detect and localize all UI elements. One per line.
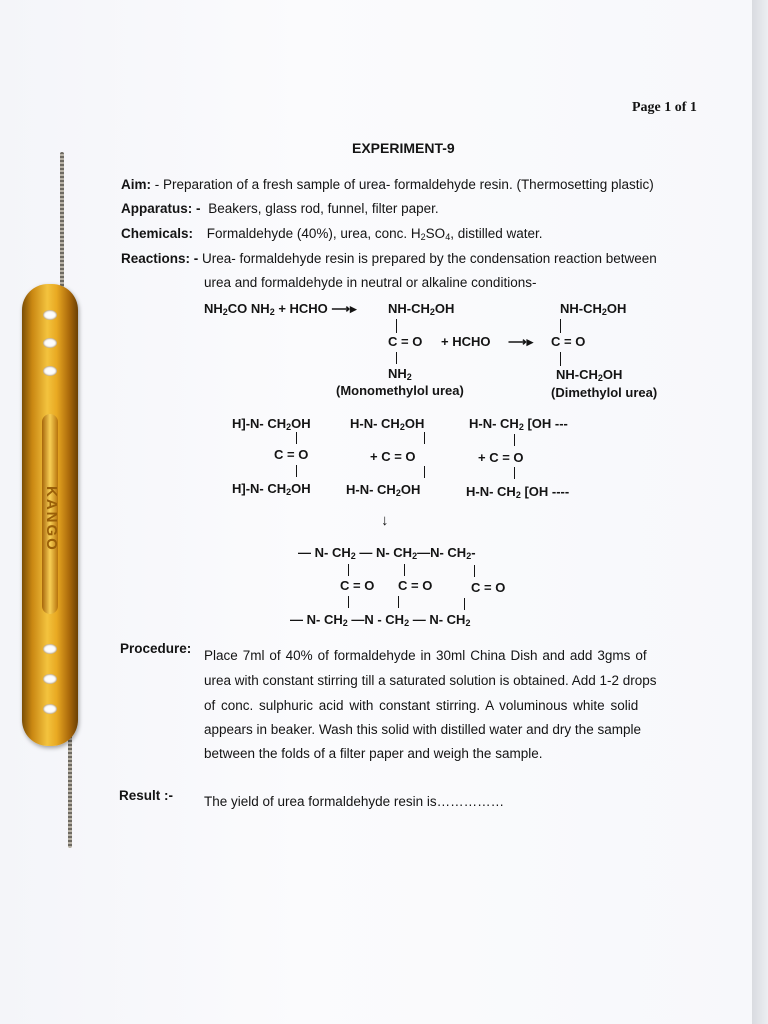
arrow-icon: ⟶▸: [508, 334, 534, 349]
mono-name: (Monomethylol urea): [336, 383, 464, 398]
bond: [514, 467, 515, 479]
procedure-line: urea with constant stirring till a saturated solution is obtained. Add 1-2 drops: [204, 673, 657, 688]
unit3-carbonyl: + C = O: [478, 450, 524, 465]
aim-label: Aim:: [121, 177, 151, 192]
unit2-carbonyl: + C = O: [370, 449, 416, 464]
apparatus-line: [121, 201, 439, 216]
unit1-carbonyl: C = O: [274, 447, 309, 462]
apparatus-label: Apparatus: -: [121, 201, 201, 216]
bond: [348, 564, 349, 576]
page-title: EXPERIMENT-9: [352, 140, 455, 156]
aim-text: - Preparation of a fresh sample of urea- formaldehyde resin. (Thermosetting plastic): [154, 177, 654, 192]
di-top: $NH-CH_2OH$: [560, 301, 627, 317]
bond: [296, 432, 297, 444]
reactions-text: Urea- formaldehyde resin is prepared by the condensation reaction between: [202, 251, 657, 266]
unit1-top: H]-N- $CH_2OH$: [232, 416, 311, 432]
bond: [560, 319, 561, 333]
apparatus-text: Beakers, glass rod, funnel, filter paper.: [208, 201, 439, 216]
fastener-hole: [43, 338, 57, 348]
fastener-hole: [43, 644, 57, 654]
r1-reactants-text: $NH_2CO$ $NH_2$ + HCHO: [204, 301, 328, 317]
bond: [474, 565, 475, 577]
polymer-carbonyl-3: C = O: [471, 580, 506, 595]
di-carbonyl: C = O: [551, 334, 586, 349]
mono-nh2: $NH_2$: [388, 366, 412, 382]
chemicals-line: [121, 226, 543, 241]
bond: [348, 596, 349, 608]
procedure-line: between the folds of a filter paper and weigh the sample.: [204, 746, 543, 761]
fastener-hole: [43, 674, 57, 684]
unit1-bottom: H]-N- $CH_2OH$: [232, 481, 311, 497]
binder-brand: KANGO: [43, 486, 60, 552]
polymer-carbonyl-1: C = O: [340, 578, 375, 593]
reactions-label: Reactions: -: [121, 251, 199, 266]
reactions-text-2: urea and formaldehyde in neutral or alkaline conditions-: [204, 275, 537, 290]
bond: [464, 598, 465, 610]
aim-line: [121, 177, 654, 192]
down-arrow-icon: ↓: [381, 512, 389, 529]
procedure-line: Place 7ml of 40% of formaldehyde in 30ml China Dish and add 3gms of: [204, 648, 647, 663]
di-bottom: $NH-CH_2OH$: [556, 367, 623, 383]
polymer-top: — N- $CH_2$ — N- $CH_2—N-$ $CH_2-$: [298, 545, 476, 561]
bond: [396, 319, 397, 333]
unit3-top: H-N- $CH_2$ [OH ---: [469, 416, 568, 432]
page-edge: [752, 0, 768, 1024]
procedure-line: of conc. sulphuric acid with constant stirring. A voluminous white solid: [204, 698, 639, 713]
bond: [398, 596, 399, 608]
fastener-hole: [43, 704, 57, 714]
bond: [424, 466, 425, 478]
chemicals-label: Chemicals:: [121, 226, 194, 241]
result-text: The yield of urea formaldehyde resin is……………: [204, 794, 505, 809]
result-label: Result :-: [119, 788, 173, 803]
bond: [396, 352, 397, 364]
unit3-bottom: H-N- $CH_2$ [OH ----: [466, 484, 570, 500]
reactions-line: [121, 251, 657, 266]
fastener-hole: [43, 366, 57, 376]
mono-carbonyl: C = O: [388, 334, 423, 349]
binder-rod-top: [60, 152, 64, 302]
fastener-hole: [43, 310, 57, 320]
bond: [514, 434, 515, 446]
procedure-label: Procedure:: [120, 641, 192, 656]
plus-hcho: + HCHO: [441, 334, 491, 349]
mono-top: $NH-CH_2OH$: [388, 301, 455, 317]
bond: [560, 352, 561, 366]
page-number: Page 1 of 1: [632, 100, 697, 115]
chemicals-text: Formaldehyde (40%), urea, conc. $H_2SO_4$, distilled water.: [206, 226, 543, 242]
bond: [424, 432, 425, 444]
procedure-line: appears in beaker. Wash this solid with distilled water and dry the sample: [204, 722, 641, 737]
binder-fastener: [22, 284, 78, 746]
unit2-bottom: H-N- $CH_2OH$: [346, 482, 421, 498]
bond: [404, 564, 405, 576]
r1-reactants: [204, 301, 357, 317]
polymer-bottom: — N- $CH_2$ —N - $CH_2$ — N- $CH_2$: [290, 612, 471, 628]
unit2-top: H-N- $CH_2OH$: [350, 416, 425, 432]
arrow-icon: ⟶▸: [331, 301, 357, 316]
di-name: (Dimethylol urea): [551, 385, 658, 400]
bond: [296, 465, 297, 477]
polymer-carbonyl-2: C = O: [398, 578, 433, 593]
